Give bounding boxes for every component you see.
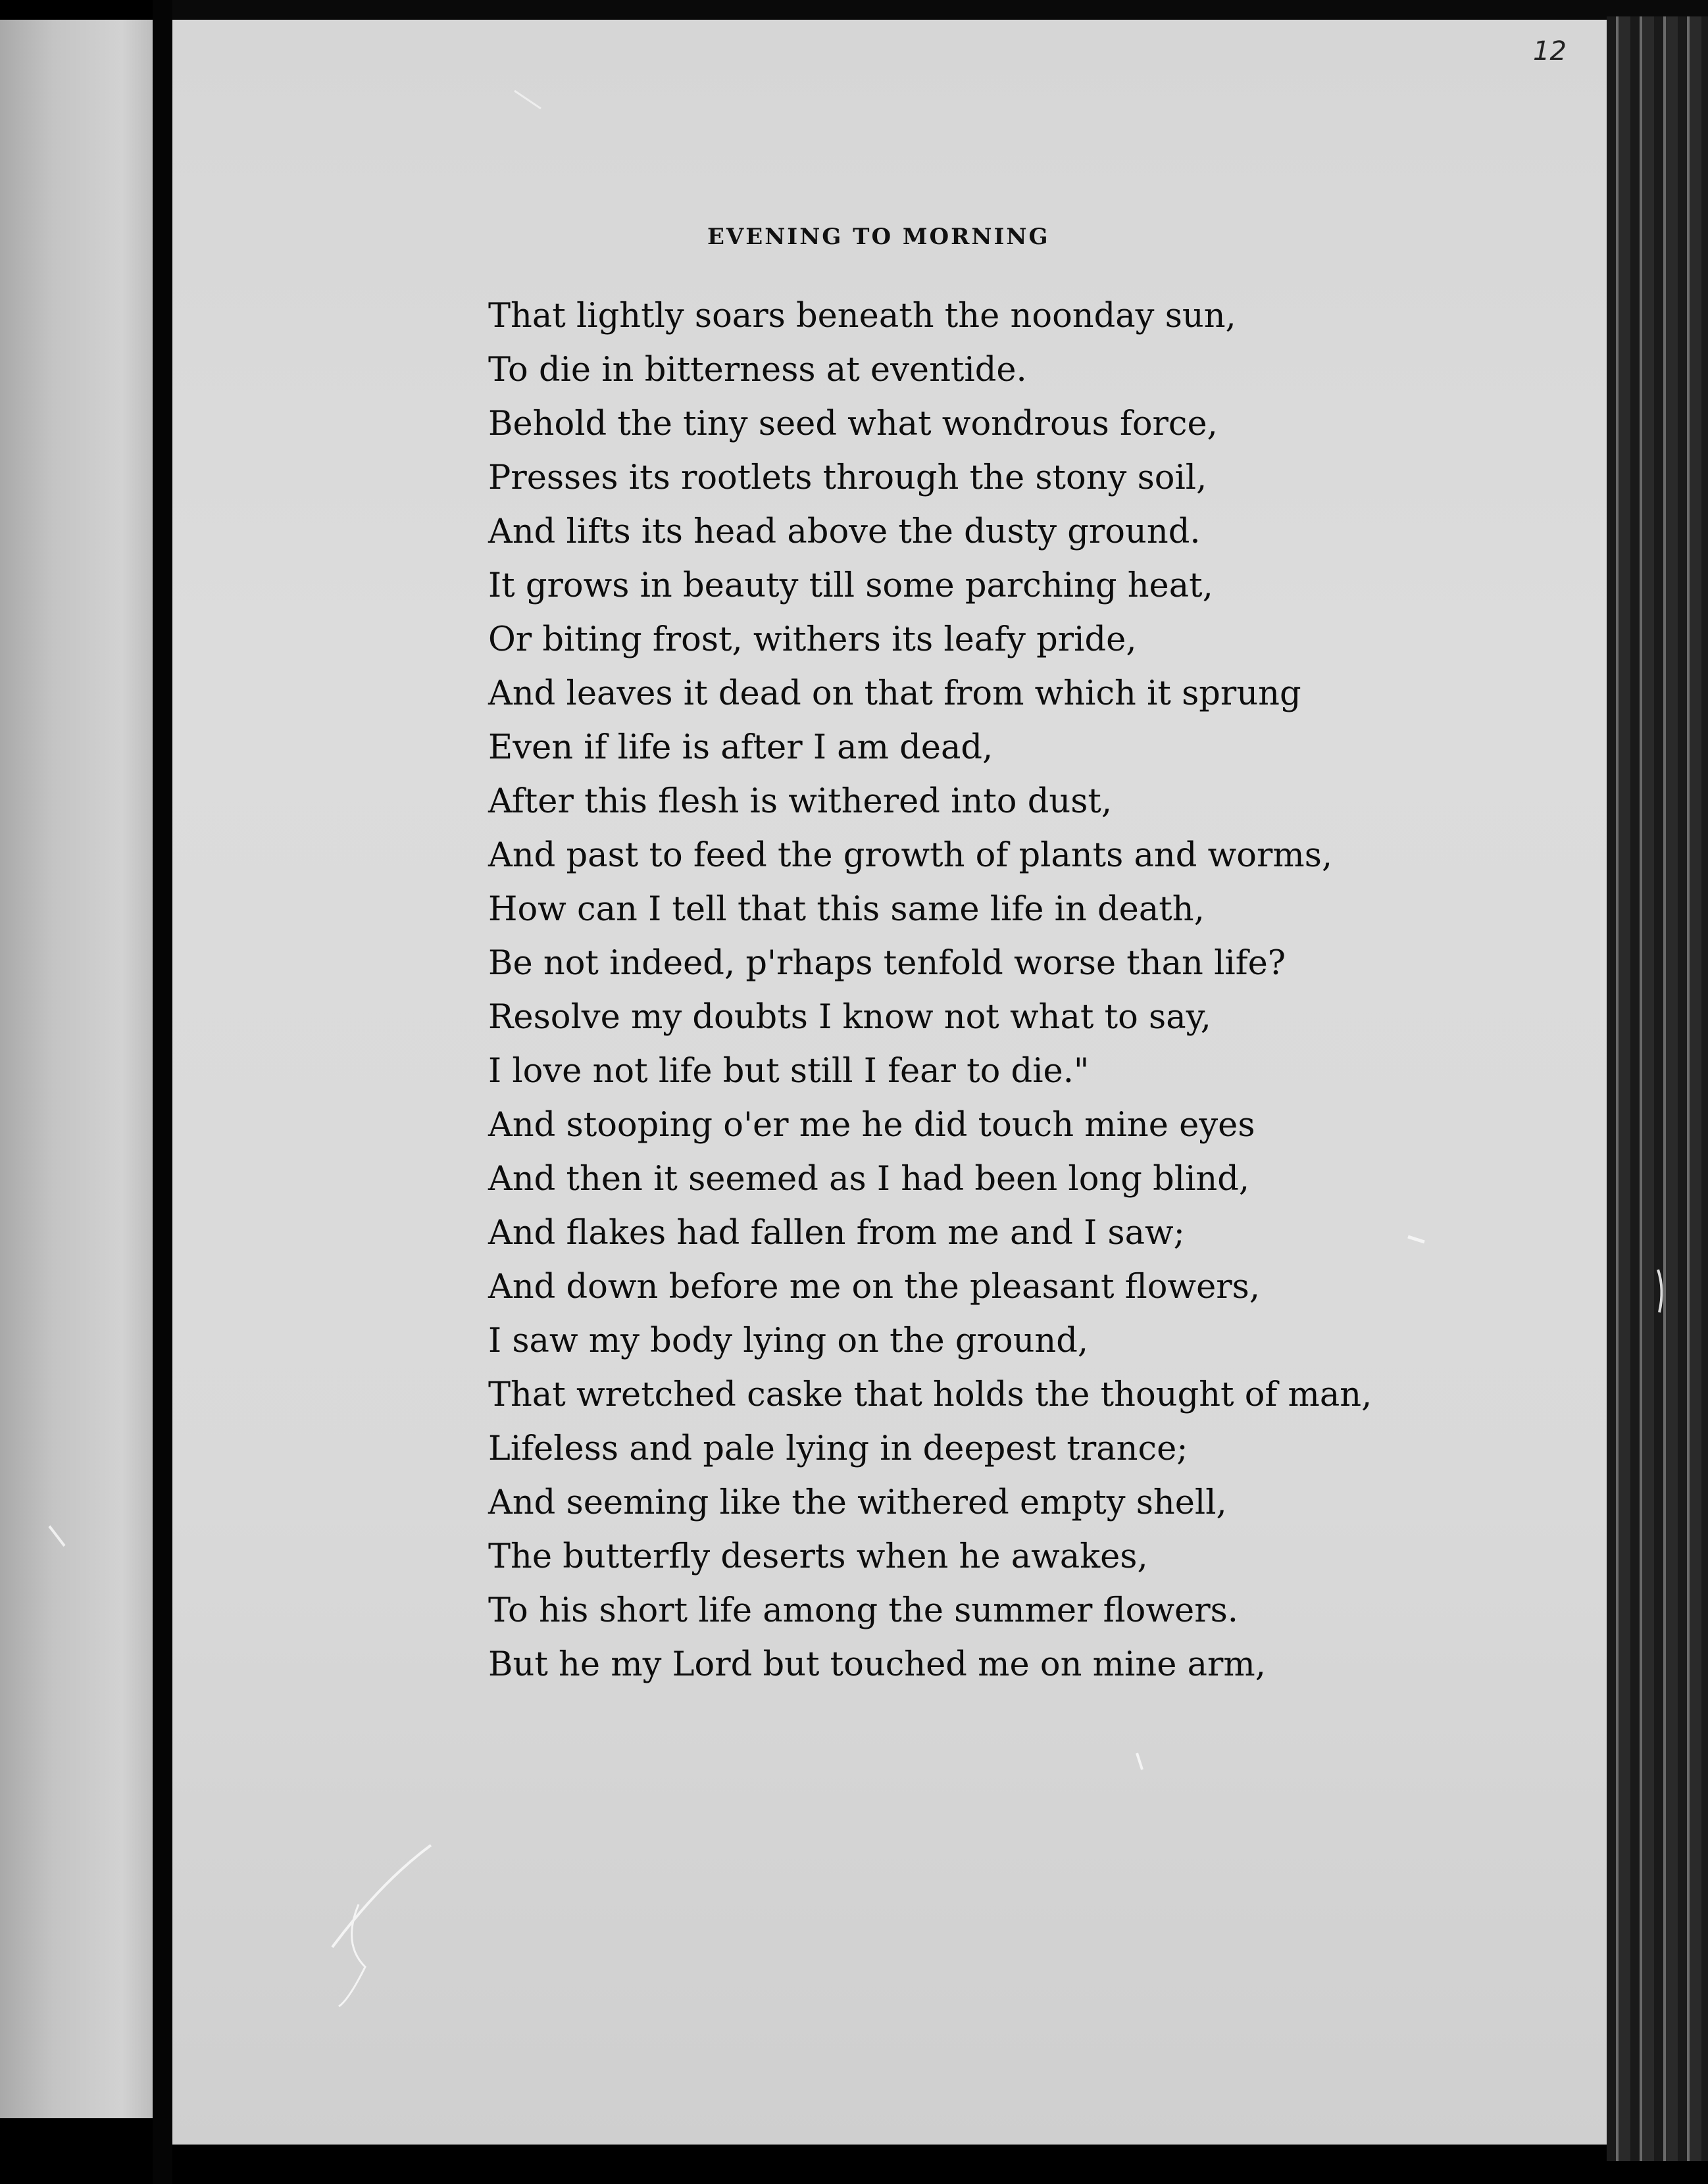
poem-line: To his short life among the summer flowers. <box>488 1591 1238 1630</box>
poem-line: I love not life but still I fear to die." <box>488 1052 1090 1091</box>
poem-line: And past to feed the growth of plants and worms, <box>488 836 1333 875</box>
poem-line: Be not indeed, p'rhaps tenfold worse than life? <box>488 944 1286 983</box>
poem-line: And lifts its head above the dusty ground. <box>488 512 1201 551</box>
poem-line: It grows in beauty till some parching heat, <box>488 566 1213 605</box>
poem-line: Or biting frost, withers its leafy pride, <box>488 620 1137 659</box>
poem-line: That wretched caske that holds the thought of man, <box>488 1376 1372 1414</box>
poem-line: Presses its rootlets through the stony soil, <box>488 459 1207 497</box>
poem-line: Lifeless and pale lying in deepest trance; <box>488 1429 1188 1468</box>
poem-line: Behold the tiny seed what wondrous force, <box>488 405 1218 443</box>
left-page-edge <box>0 20 153 2118</box>
top-scan-border <box>172 0 1708 20</box>
page-stack-edge <box>1607 16 1708 2161</box>
poem-line: And leaves it dead on that from which it sprung <box>488 674 1301 713</box>
poem-line: I saw my body lying on the ground, <box>488 1322 1089 1360</box>
book-gutter <box>153 0 172 2184</box>
poem-line: And flakes had fallen from me and I saw; <box>488 1214 1185 1253</box>
poem-line: And seeming like the withered empty shell, <box>488 1483 1227 1522</box>
poem-line: The butterfly deserts when he awakes, <box>488 1537 1148 1576</box>
poem-line: How can I tell that this same life in death, <box>488 890 1205 929</box>
poem-line: Even if life is after I am dead, <box>488 728 993 767</box>
poem-text <box>488 289 1515 1692</box>
poem-line: That lightly soars beneath the noonday sun, <box>488 297 1236 335</box>
page-number: 12 <box>1533 36 1567 66</box>
poem-line: But he my Lord but touched me on mine arm, <box>488 1645 1266 1684</box>
running-head: EVENING TO MORNING <box>707 224 1050 250</box>
poem-line: And stooping o'er me he did touch mine eyes <box>488 1106 1255 1145</box>
poem-line: After this flesh is withered into dust, <box>488 782 1113 821</box>
poem-line: To die in bitterness at eventide. <box>488 351 1027 389</box>
poem-line: And then it seemed as I had been long blind, <box>488 1160 1250 1199</box>
poem-line: And down before me on the pleasant flowers, <box>488 1268 1261 1306</box>
poem-line: Resolve my doubts I know not what to say, <box>488 998 1211 1037</box>
